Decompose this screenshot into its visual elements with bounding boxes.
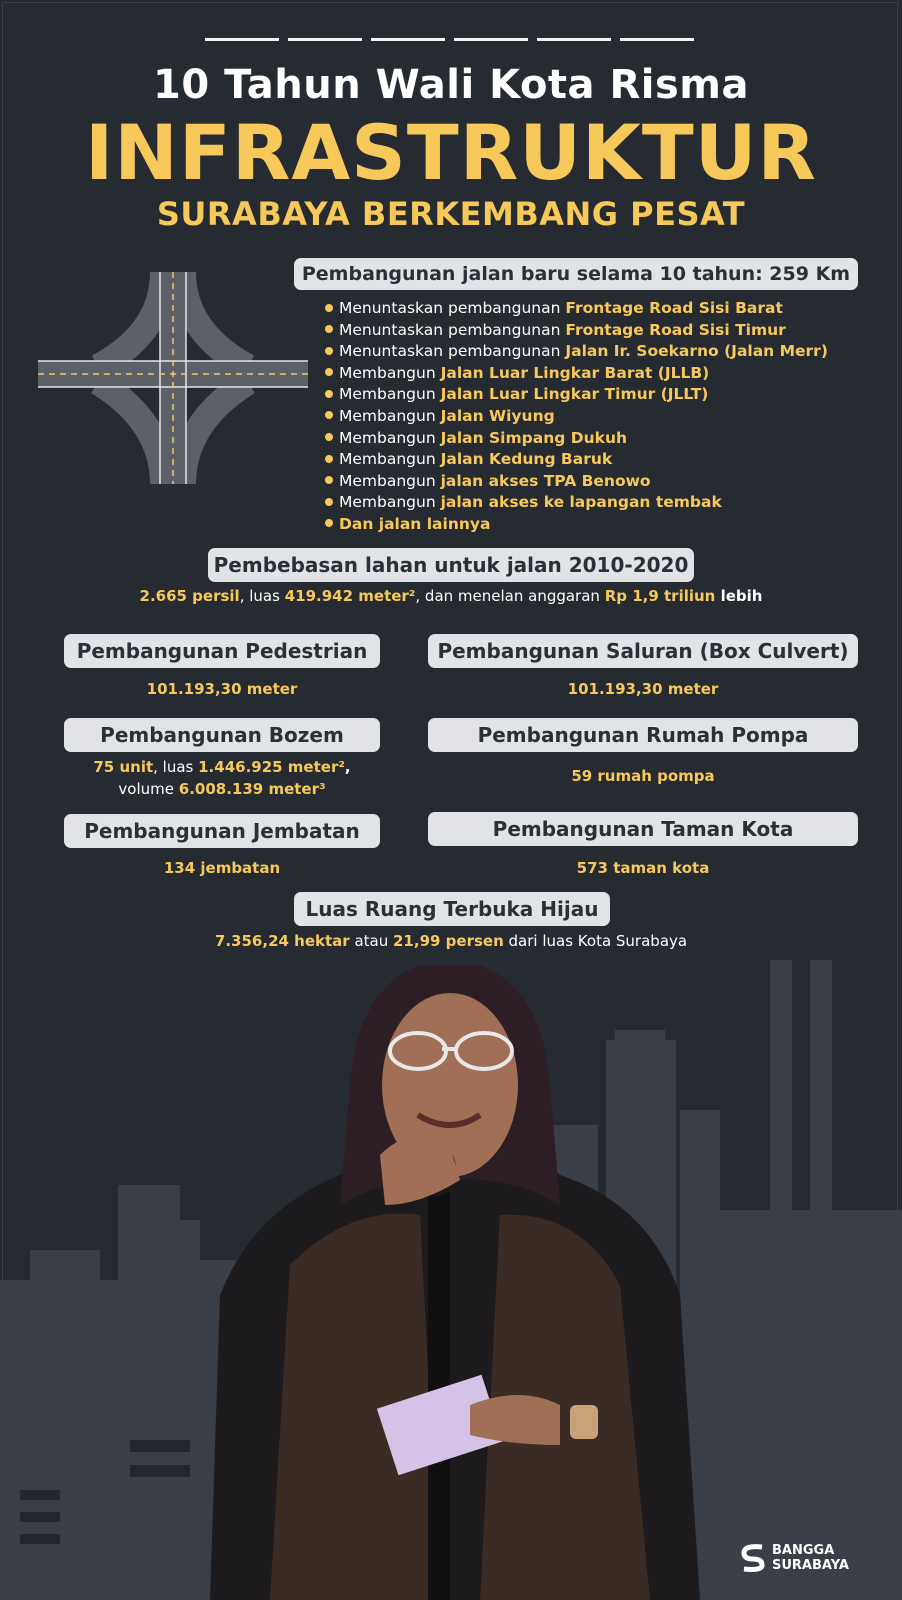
green-space-suffix: dari luas Kota Surabaya [503, 932, 688, 950]
road-project-prefix: Membangun [339, 450, 441, 469]
bozem-units: 75 unit [93, 758, 154, 776]
pedestrian-value: 101.193,30 meter [146, 680, 298, 698]
bozem-value-line1 [64, 758, 380, 776]
road-project-item [325, 363, 828, 385]
tagline: SURABAYA BERKEMBANG PESAT [156, 195, 746, 233]
road-project-prefix: Membangun [339, 471, 441, 490]
road-project-name: Jalan Kedung Baruk [440, 450, 613, 469]
road-project-item [325, 449, 828, 471]
land-section-heading: Pembebasan lahan untuk jalan 2010-2020 [208, 548, 694, 582]
road-project-prefix: Menuntaskan pembangunan [339, 342, 566, 361]
box-culvert-value: 101.193,30 meter [567, 680, 719, 698]
road-project-name: Jalan Luar Lingkar Barat (JLLB) [440, 363, 710, 382]
land-budget: Rp 1,9 triliun [604, 587, 716, 605]
road-interchange-icon [38, 272, 308, 484]
bridge-value: 134 jembatan [163, 859, 281, 877]
road-project-item [325, 341, 828, 363]
road-project-item [325, 471, 828, 493]
logo-text [772, 1543, 849, 1573]
green-space-heading: Luas Ruang Terbuka Hijau [294, 892, 610, 926]
road-project-item [325, 514, 828, 536]
road-project-name: Jalan Ir. Soekarno (Jalan Merr) [565, 342, 828, 361]
green-space-percent: 21,99 persen [393, 932, 504, 950]
bridge-heading: Pembangunan Jembatan [64, 814, 380, 848]
land-budget-suffix: lebih [715, 587, 763, 605]
bullet-dot-icon [325, 476, 333, 484]
bullet-dot-icon [325, 498, 333, 506]
pump-house-heading: Pembangunan Rumah Pompa [428, 718, 858, 752]
road-project-item [325, 320, 828, 342]
road-project-list [325, 298, 828, 536]
road-project-name: Frontage Road Sisi Timur [565, 320, 786, 339]
land-parcels: 2.665 persil [139, 587, 240, 605]
bozem-heading: Pembangunan Bozem [64, 718, 380, 752]
pump-house-value: 59 rumah pompa [571, 767, 715, 785]
road-project-item [325, 406, 828, 428]
bozem-volume-label: volume [118, 780, 179, 798]
city-park-heading: Pembangunan Taman Kota [428, 812, 858, 846]
bullet-dot-icon [325, 325, 333, 333]
road-project-name: Jalan Wiyung [440, 406, 555, 425]
road-project-prefix: Membangun [339, 428, 441, 447]
green-space-summary [0, 932, 902, 950]
road-project-prefix: Membangun [339, 385, 441, 404]
road-project-item [325, 492, 828, 514]
road-project-prefix: Membangun [339, 493, 441, 512]
road-project-item [325, 428, 828, 450]
road-project-prefix: Membangun [339, 406, 441, 425]
road-project-name: Jalan Luar Lingkar Timur (JLLT) [440, 385, 709, 404]
road-project-name: Dan jalan lainnya [339, 514, 491, 533]
road-project-name: jalan akses ke lapangan tembak [440, 493, 722, 512]
bozem-volume: 6.008.139 meter³ [178, 780, 326, 798]
bullet-dot-icon [325, 390, 333, 398]
road-project-item [325, 384, 828, 406]
logo-line1: BANGGA [772, 1543, 835, 1558]
road-project-item [325, 298, 828, 320]
land-summary [0, 587, 902, 605]
portrait-illustration [180, 965, 740, 1600]
land-area: 419.942 meter² [284, 587, 416, 605]
road-project-prefix: Membangun [339, 363, 441, 382]
bullet-dot-icon [325, 368, 333, 376]
road-project-prefix: Menuntaskan pembangunan [339, 299, 566, 317]
bullet-dot-icon [325, 433, 333, 441]
bullet-dot-icon [325, 347, 333, 355]
bullet-dot-icon [325, 455, 333, 463]
bullet-dot-icon [325, 519, 333, 527]
pedestrian-heading: Pembangunan Pedestrian [64, 634, 380, 668]
bangga-surabaya-logo [740, 1543, 849, 1573]
land-budget-label: , dan menelan anggaran [415, 587, 605, 605]
road-project-name: Frontage Road Sisi Barat [565, 299, 783, 317]
bullet-dot-icon [325, 304, 333, 312]
bullet-dot-icon [325, 411, 333, 419]
subtitle-heading: 10 Tahun Wali Kota Risma [153, 62, 749, 108]
green-space-or: atau [349, 932, 393, 950]
road-project-name: jalan akses TPA Benowo [440, 471, 651, 490]
top-dash-divider [205, 38, 694, 41]
main-title: INFRASTRUKTUR [85, 108, 817, 197]
bozem-comma: , [344, 758, 351, 776]
bozem-value-line2 [64, 780, 380, 798]
logo-line2: SURABAYA [772, 1558, 849, 1573]
green-space-hectares: 7.356,24 hektar [214, 932, 350, 950]
box-culvert-heading: Pembangunan Saluran (Box Culvert) [428, 634, 858, 668]
road-section-heading: Pembangunan jalan baru selama 10 tahun: 259 Km [294, 258, 858, 290]
road-project-name: Jalan Simpang Dukuh [440, 428, 628, 447]
logo-s-icon [740, 1543, 766, 1573]
land-area-label: , luas [239, 587, 285, 605]
bozem-area: 1.446.925 meter² [198, 758, 345, 776]
bozem-area-label: , luas [153, 758, 199, 776]
city-park-value: 573 taman kota [576, 859, 710, 877]
road-project-prefix: Menuntaskan pembangunan [339, 320, 566, 339]
